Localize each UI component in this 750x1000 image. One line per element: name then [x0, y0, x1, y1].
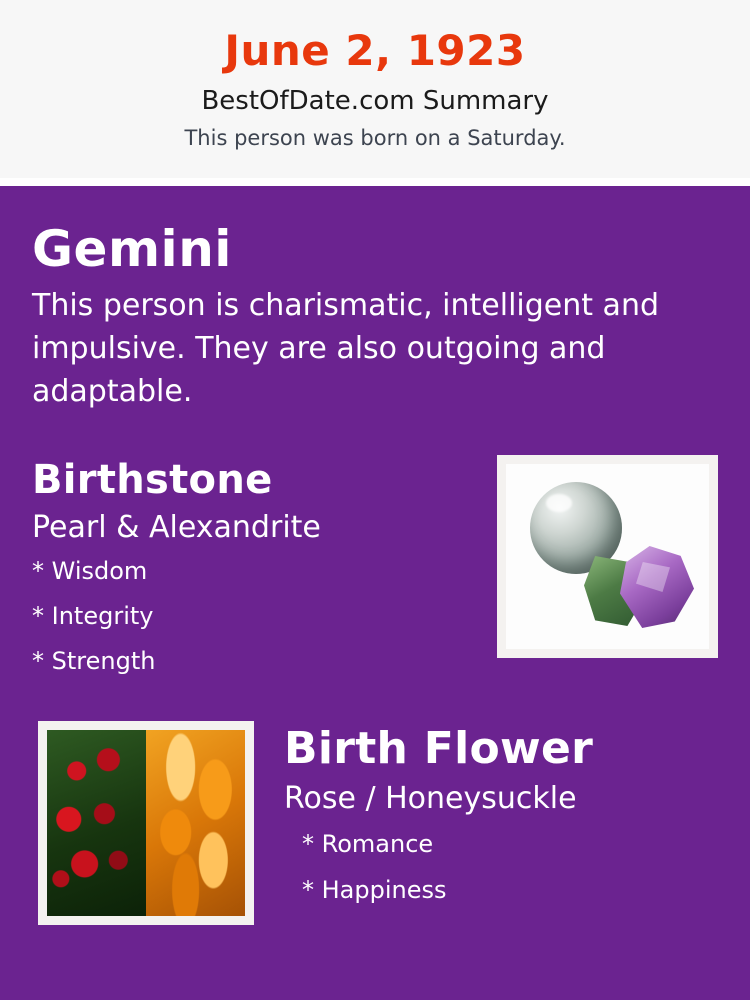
birth-flower-title: Birth Flower: [284, 723, 594, 774]
birth-flower-image-frame: [38, 721, 254, 925]
birth-flower-image: [47, 730, 245, 916]
site-summary-label: BestOfDate.com Summary: [201, 86, 549, 116]
rose-icon: [47, 730, 146, 916]
birthstone-text: [32, 455, 462, 684]
birthstone-section: [32, 455, 718, 685]
honeysuckle-icon: [146, 730, 245, 916]
birthstone-title: Birthstone: [32, 457, 273, 503]
birth-flower-text: [284, 721, 718, 913]
birthstone-image-frame: [497, 455, 718, 658]
zodiac-sign-title: Gemini: [32, 220, 232, 278]
birthstone-trait: * Wisdom: [32, 557, 148, 585]
birth-flower-names: Rose / Honeysuckle: [284, 781, 577, 816]
header-divider: [0, 178, 750, 186]
alexandrite-icon: [584, 542, 694, 638]
birth-flower-section: [32, 721, 718, 931]
pearl-highlight-icon: [546, 494, 572, 512]
born-weekday-text: This person was born on a Saturday.: [184, 126, 566, 150]
birth-flower-trait: * Happiness: [302, 876, 447, 904]
page-title: June 2, 1923: [224, 26, 526, 75]
zodiac-description: This person is charismatic, intelligent and impulsive. They are also outgoing and adaptable.: [32, 288, 659, 409]
birthstone-trait: * Integrity: [32, 602, 154, 630]
birthstone-image: [506, 464, 709, 649]
details-panel: [0, 186, 750, 1000]
birth-flower-trait: * Romance: [302, 830, 434, 858]
birthstone-trait: * Strength: [32, 647, 156, 675]
birthstone-names: Pearl & Alexandrite: [32, 510, 321, 545]
header: [0, 0, 750, 178]
